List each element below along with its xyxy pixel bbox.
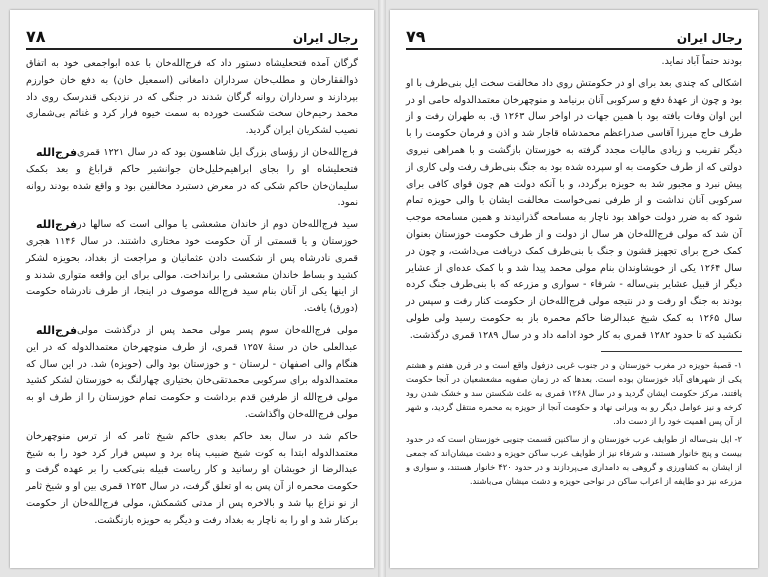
footnote-separator [601, 351, 742, 352]
left-page-number: ۷۸ [26, 27, 46, 46]
paragraph-text: بودند حتماً آباد نماید. [661, 56, 742, 67]
footnote-text: ۲- ایل بنی‌ساله از طوایف عرب خوزستان و از ساکنین قسمت جنوبی خوزستان است که در حدود بیست و پنج خانوار هستند، و شرفاء نیز از طوایف عرب ساکن حویزه و دشت میشان‌اند که جمعی از ایشان به کشاورزی و گروهی به دامداری می‌پردازند و در حدود ۴۲۰ خانوار هستند، و سواری و مزرعه نیز دو طایفه از اعراب ساکن در نواحی حویزه و دشت میشان می‌باشند. [406, 433, 742, 486]
right-page-header [406, 22, 742, 50]
footnote-text: ۱- قصبهٔ حویزه در مغرب خوزستان و در جنوب غربی دزفول واقع است و در قرن هفتم و هشتم یکی از شهرهای آباد خوزستان بوده است. بعدها که در زمان صفویه مشعشعیان در آنجا حکومت یافتند، مرکز حکومت ایشان گردید و در سال ۱۲۶۸ قمری به علت شکستن سد و خشک شدن رود کرخه و نیز عوامل دیگر رو به ویرانی نهاد و حکومت آنجا از حویزه به محمره منتقل گردید، و شهر از آن پس اهمیت خود را از دست داد. [406, 359, 743, 426]
left-page-header [26, 22, 358, 50]
margin-label: فرج‌الله [36, 218, 78, 232]
right-running-title: رجال ایران [676, 31, 742, 45]
margin-label: فرج‌الله [36, 323, 78, 337]
margin-label: فرج‌الله [36, 145, 78, 159]
paragraph [26, 323, 358, 424]
paragraph-text: حاکم شد در سال بعد حاکم بعدی حاکم شیخ ثامر که از ترس منوچهرخان معتمدالدوله ابتدا به کوت شیخ ضبیب پناه برد و سپس فرار کرد خود را به شیخ عبدالرضا از خویشان او رسانید و کار ریاست قبیله بنی‌کعب را بر عهده گرفت و حکومت محمره از آن پس به او تعلق گرفت، در سال ۱۲۵۳ قمری بین او و شیخ ثامر از نو نزاع بپا شد و بالاخره پس از مدتی کشمکش، مولی فرج‌الله‌خان از حکومت برکنار شد و او را به ناچار به بغداد رفت و دیگر به حویزه بازنگشت. [26, 430, 358, 526]
paragraph [26, 429, 358, 530]
paragraph-text: مولی فرج‌الله‌خان سوم پسر مولی محمد پس از درگذشت مولی عبدالعلی خان در سنهٔ ۱۲۵۷ قمری، از طرف منوچهرخان معتمدالدوله که در این هنگام والی اصفهان - لرستان - و خوزستان بود والی (حویزه) شد. در این سال که معتمدالدوله برای سرکوبی محمدتقی‌خان بختیاری چهارلنگ به خوزستان لشکر کشید مولی فرج‌الله از طرفین قدم برداشت و حکومت تمام خوزستان را از طرف او به مولی فرج‌الله‌خان واگذاشت. [26, 324, 358, 420]
paragraph-text: سید فرج‌الله‌خان دوم از خاندان مشعشی یا موالی است که سالها در خوزستان و یا قسمتی از آن حکومت خود مختاری داشتند. در سال ۱۱۴۶ هجری قمری نادرشاه پس از شکست دادن عثمانیان و مراجعت از بغداد، بحویزه لشکر کشید و بساط خاندان مشعشی را برانداخت. موالی برای این واقعه متواری شدند و از اینها یکی از آنان بنام سید فرج‌الله موصوف در اینجا، از طرف نادرشاه حکومت (دورق) یافت. [26, 219, 359, 315]
right-page-body [406, 54, 742, 492]
paragraph [406, 54, 742, 71]
right-page-number: ۷۹ [406, 27, 426, 46]
left-page-body [26, 56, 358, 535]
paragraph-text: اشکالی که چندی بعد برای او در حکومتش روی داد مخالفت سخت ایل بنی‌طرف با او بود و چون از عهدهٔ دفع و سرکوبی آنان برنیامد و منوچهرخان معتمدالدوله حامی او در این اوان وفات یافته بود با همین جهات در اواخر سال ۱۲۶۳ ق. به طهران رفت و از طرف حاج میرزا آقاسی صدراعظم محمدشاه قاجار شد و اذن و فرمان حکومت را با دیگر تقریب و زیادی مالیات مجدد گرفته به خوزستان بازگشت و با همراهی نیروی دولتی که از طرف حکومت به او سپرده شده بود به جنگ بنی‌طرف رفت ولی کاری از پیش نبرد و مجبور شد به حویزه برگردد، و با آنکه دولت هم چون قوای کافی برای سرکوبی آنان نداشت و از طرفی نمی‌خواست مخالفت ایشان با والی حویزه تمام شود که به ضرر دولت خواهد بود ناچار به مسامحه گذرانیدند و همین مسامحه موجب آن شد که مولی فرج‌الله‌خان هر سال از دولت و از طرف حکومت خوزستان بعنوان کمک خرج برای تجهیز قشون و جنگ با بنی‌طرف کمک دریافت می‌داشت، و چون در سال ۱۲۶۴ یکی از خویشاوندان بنام مولی محمد پیدا شد و با کمک عده‌ای از عشایر دیگر از قبیل عشایر بنی‌ساله - شرفاء - سواری و مزرعه که با بنی‌طرف جنگ کرده بودند به جنگ او رفت و در نتیجه مولی فرج‌الله‌خان از حکومت کنار رفت و سپس در سال ۱۲۶۵ به کمک شیخ عبدالرضا حاکم محمره باز به حکومت رسید ولی طولی نکشید که تا حدود ۱۲۸۲ قمری به کار خود ادامه داد و در سال ۱۲۸۹ قمری درگذشت. [406, 77, 743, 341]
paragraph [26, 217, 358, 318]
paragraph [26, 56, 358, 140]
footnote [406, 432, 742, 488]
left-page [10, 10, 374, 568]
right-page [390, 10, 758, 568]
book-gutter [378, 0, 386, 577]
footnote [406, 358, 742, 428]
paragraph [26, 145, 358, 212]
left-running-title: رجال ایران [292, 31, 358, 45]
paragraph-text: گرگان آمده فتحعلیشاه دستور داد که فرج‌الله‌خان با عده ابواجمعی خود به اتفاق ذوالفقارخان و مطلب‌خان سرداران دامغانی (اسمعیل خان) به دفع خان خوارزم بپردازند و سرداران روانه گرگان شدند در جنگی که در نزدیکی قندرسک روی داد محمد رحیم‌خان سخت شکست خورده به سمت خیوه فرار کرد و غنائم بی‌شماری نصیب لشکریان ایران گردید. [26, 58, 358, 137]
paragraph-text: فرج‌الله‌خان از رؤسای بزرگ ایل شاهسون بود که در سال ۱۲۲۱ قمری فتحعلیشاه او را بجای ابراهیم‌خلیل‌خان جوانشیر حاکم قراباغ و بعد بکمک سلیمان‌خان حاکم شکی که در معرض دستبرد مخالفین بود و واقع شده بودند روانه نمود. [26, 146, 358, 209]
paragraph [406, 76, 742, 345]
